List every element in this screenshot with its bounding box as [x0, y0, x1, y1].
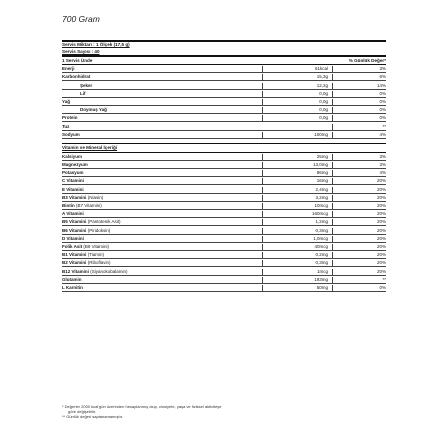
nutrient-daily-value: 14% — [332, 83, 386, 89]
vitamin-amount: 25mg — [262, 154, 332, 160]
vitamin-name — [62, 285, 262, 291]
daily-value-label: % Günlük Değer* — [348, 57, 386, 63]
nutrient-daily-value: ** — [332, 124, 386, 130]
vitamin-name — [62, 252, 262, 258]
vitamin-name — [62, 162, 262, 168]
vitamin-name — [62, 228, 262, 234]
vitamin-label: B2 Vitamini — [62, 260, 87, 266]
nutrient-daily-value: 0% — [332, 115, 386, 121]
footnote: ** Günlük değeri saptanamamıştır. — [62, 414, 123, 420]
vitamin-label: B1 Vitamini — [62, 252, 87, 258]
nutrient-label: Sodyum — [62, 131, 80, 137]
vitamin-label: B5 Vitamini — [62, 219, 87, 225]
vitamin-label: Folik Asit — [62, 243, 83, 249]
nutrient-name — [62, 124, 262, 130]
nutrient-row — [62, 81, 386, 89]
vitamin-row — [62, 276, 386, 284]
vitamin-amount: 50mg — [262, 285, 332, 291]
nutrient-amount: 100mg — [262, 132, 332, 138]
vitamin-amount: 0,3mg — [262, 260, 332, 266]
nutrient-label: Tuz — [62, 123, 70, 129]
vitamin-sub-label: (B7 Vitamini) — [76, 203, 102, 208]
vitamin-row — [62, 284, 386, 292]
footnote: * Değerler 2000 kcal'gün üzerinden hesaplanmış olup, cinsiyete, yaşa ve fiziksel aktiviteye — [62, 404, 222, 409]
nutrient-row — [62, 65, 386, 73]
footnotes — [62, 404, 386, 420]
serving-size: Servis Miktarı : 1 Ölçek (17,5 g) — [62, 42, 130, 47]
vitamin-row — [62, 226, 386, 234]
vitamin-label: Kalsiyum — [62, 153, 83, 159]
vitamin-row — [62, 194, 386, 202]
nutrient-daily-value: 0% — [332, 91, 386, 97]
nutrient-daily-value: 6% — [332, 74, 386, 80]
nutrient-label: Karbonhidrat — [62, 74, 91, 80]
nutrient-row — [62, 73, 386, 81]
vitamin-daily-value: 20% — [332, 187, 386, 193]
vitamin-row — [62, 169, 386, 177]
vitamin-daily-value: 20% — [332, 260, 386, 266]
per-serving-label: 1 Servis Ünde — [62, 57, 93, 63]
vitamin-row — [62, 218, 386, 226]
vitamin-daily-value: 20% — [332, 236, 386, 242]
nutrient-row — [62, 98, 386, 106]
vitamin-amount: 16mg — [262, 178, 332, 184]
vitamin-row — [62, 259, 386, 267]
vitamin-table — [62, 153, 386, 292]
nutrient-row — [62, 122, 386, 130]
vitamin-name — [62, 178, 262, 184]
vitamin-sub-label: (Niasin) — [87, 194, 104, 200]
vitamin-daily-value: 20% — [332, 228, 386, 234]
nutrient-name — [62, 91, 262, 97]
vitamin-label: Potasyum — [62, 170, 84, 176]
vitamin-amount: 10mcg — [262, 203, 332, 209]
nutrient-label: Şeker — [80, 82, 93, 88]
vitamin-label: D Vitamini — [62, 235, 84, 241]
nutrient-name — [62, 132, 262, 138]
vitamin-daily-value: 4% — [332, 170, 386, 176]
vitamin-name — [62, 219, 262, 225]
vitamin-label: Glutamin — [62, 276, 82, 282]
vitamin-name — [62, 211, 262, 217]
nutrient-amount: 61kcal — [262, 66, 332, 72]
vitamin-amount: 0,3mg — [262, 228, 332, 234]
vitamin-name — [62, 195, 262, 201]
table-header — [62, 57, 386, 64]
vitamin-amount: 3,2mg — [262, 195, 332, 201]
vitamin-daily-value: 20% — [332, 244, 386, 250]
vitamin-label: L Karnitin — [62, 284, 83, 290]
vitamin-label: E Vitamini — [62, 186, 84, 192]
vitamin-name — [62, 269, 262, 275]
vitamin-daily-value: 20% — [332, 252, 386, 258]
vitamin-daily-value: 20% — [332, 178, 386, 184]
nutrient-daily-value: 3% — [332, 66, 386, 72]
vitamin-row — [62, 202, 386, 210]
nutrient-amount: 0,0g — [262, 99, 332, 105]
nutrient-daily-value: 0% — [332, 107, 386, 113]
vitamin-label: Biotin — [62, 203, 75, 208]
nutrient-name — [62, 99, 262, 105]
vitamin-daily-value: 0% — [332, 285, 386, 291]
vitamin-name — [62, 203, 262, 209]
nutrient-amount: 15,3g — [262, 74, 332, 80]
vitamin-amount: 160mcg — [262, 211, 332, 217]
nutrient-label: Protein — [62, 115, 78, 121]
vitamin-sub-label: (Tiamin) — [87, 252, 105, 258]
vitamin-name — [62, 260, 262, 266]
nutrient-daily-value: 0% — [332, 99, 386, 105]
vitamin-sub-label: (Piridoksin) — [87, 227, 111, 233]
vitamin-daily-value: ** — [332, 277, 386, 283]
serving-count: Servis Sayısı : 40 — [62, 48, 100, 54]
vitamin-amount: 1mcg — [262, 269, 332, 275]
nutrient-name — [62, 74, 262, 80]
vitamin-row — [62, 177, 386, 185]
vitamin-row — [62, 251, 386, 259]
vitamin-row — [62, 185, 386, 193]
nutrient-label: Enerji — [62, 66, 75, 72]
vitamin-amount: 86mg — [262, 170, 332, 176]
vitamin-row — [62, 153, 386, 161]
nutrient-name — [62, 115, 262, 121]
vitamin-amount: 2,4mg — [262, 187, 332, 193]
vitamin-row — [62, 210, 386, 218]
vitamin-amount: 13,0mg — [262, 162, 332, 168]
vitamin-label: A Vitamini — [62, 211, 84, 217]
footnote: göre değişebilir. — [68, 409, 97, 415]
vitamin-amount: 1,2mg — [262, 219, 332, 225]
vitamin-amount: 40mcg — [262, 244, 332, 250]
vitamin-row — [62, 243, 386, 251]
vitamin-row — [62, 161, 386, 169]
vitamin-sub-label: (Riboflavin) — [87, 260, 111, 266]
vitamin-daily-value: 20% — [332, 269, 386, 275]
nutrient-table — [62, 65, 386, 139]
nutrient-amount: 0,0g — [262, 115, 332, 121]
product-weight-title: 700 Gram — [62, 14, 100, 24]
vitamin-sub-label: (Siyanokobalamin) — [90, 268, 128, 274]
nutrient-amount: 12,2g — [262, 83, 332, 89]
nutrient-row — [62, 131, 386, 139]
vitamin-daily-value: 20% — [332, 203, 386, 209]
vitamin-name — [62, 170, 262, 176]
vitamin-name — [62, 244, 262, 250]
vitamins-section-title: Vitamin ve Mineral İçeriği — [62, 144, 386, 153]
vitamin-row — [62, 267, 386, 275]
nutrient-daily-value: 4% — [332, 132, 386, 138]
nutrient-row — [62, 90, 386, 98]
vitamin-label: B12 Vitamini — [62, 268, 89, 274]
nutrient-name — [62, 107, 262, 113]
vitamin-amount: 193mg — [262, 277, 332, 283]
vitamin-row — [62, 235, 386, 243]
nutrient-row — [62, 106, 386, 114]
nutrition-facts-panel — [62, 40, 386, 292]
nutrient-row — [62, 114, 386, 122]
vitamin-daily-value: 20% — [332, 195, 386, 201]
vitamin-name — [62, 154, 262, 160]
vitamin-sub-label: (Pantotenik Asit) — [87, 219, 121, 225]
vitamin-label: Magnezyum — [62, 162, 88, 168]
nutrient-amount: 0,0g — [262, 91, 332, 97]
vitamin-name — [62, 187, 262, 193]
vitamin-daily-value: 3% — [332, 162, 386, 168]
nutrient-label: Doymuş Yağ — [80, 107, 107, 113]
vitamin-amount: 1,0mcg — [262, 236, 332, 242]
vitamin-name — [62, 277, 262, 283]
vitamin-sub-label: (B9 Vitamini) — [83, 243, 110, 249]
vitamin-amount: 0,2mg — [262, 252, 332, 258]
vitamin-daily-value: 20% — [332, 219, 386, 225]
nutrient-name — [62, 66, 262, 72]
nutrient-name — [62, 83, 262, 89]
nutrient-label: Yağ — [62, 98, 71, 104]
nutrient-label: Lif — [80, 90, 86, 96]
vitamin-daily-value: 20% — [332, 211, 386, 217]
nutrient-amount: 0,0g — [262, 107, 332, 113]
vitamin-label: B6 Vitamini — [62, 227, 87, 233]
vitamin-name — [62, 236, 262, 242]
vitamin-daily-value: 3% — [332, 154, 386, 160]
vitamin-label: C Vitamini — [62, 178, 84, 184]
vitamin-label: B3 Vitamini — [62, 194, 87, 200]
